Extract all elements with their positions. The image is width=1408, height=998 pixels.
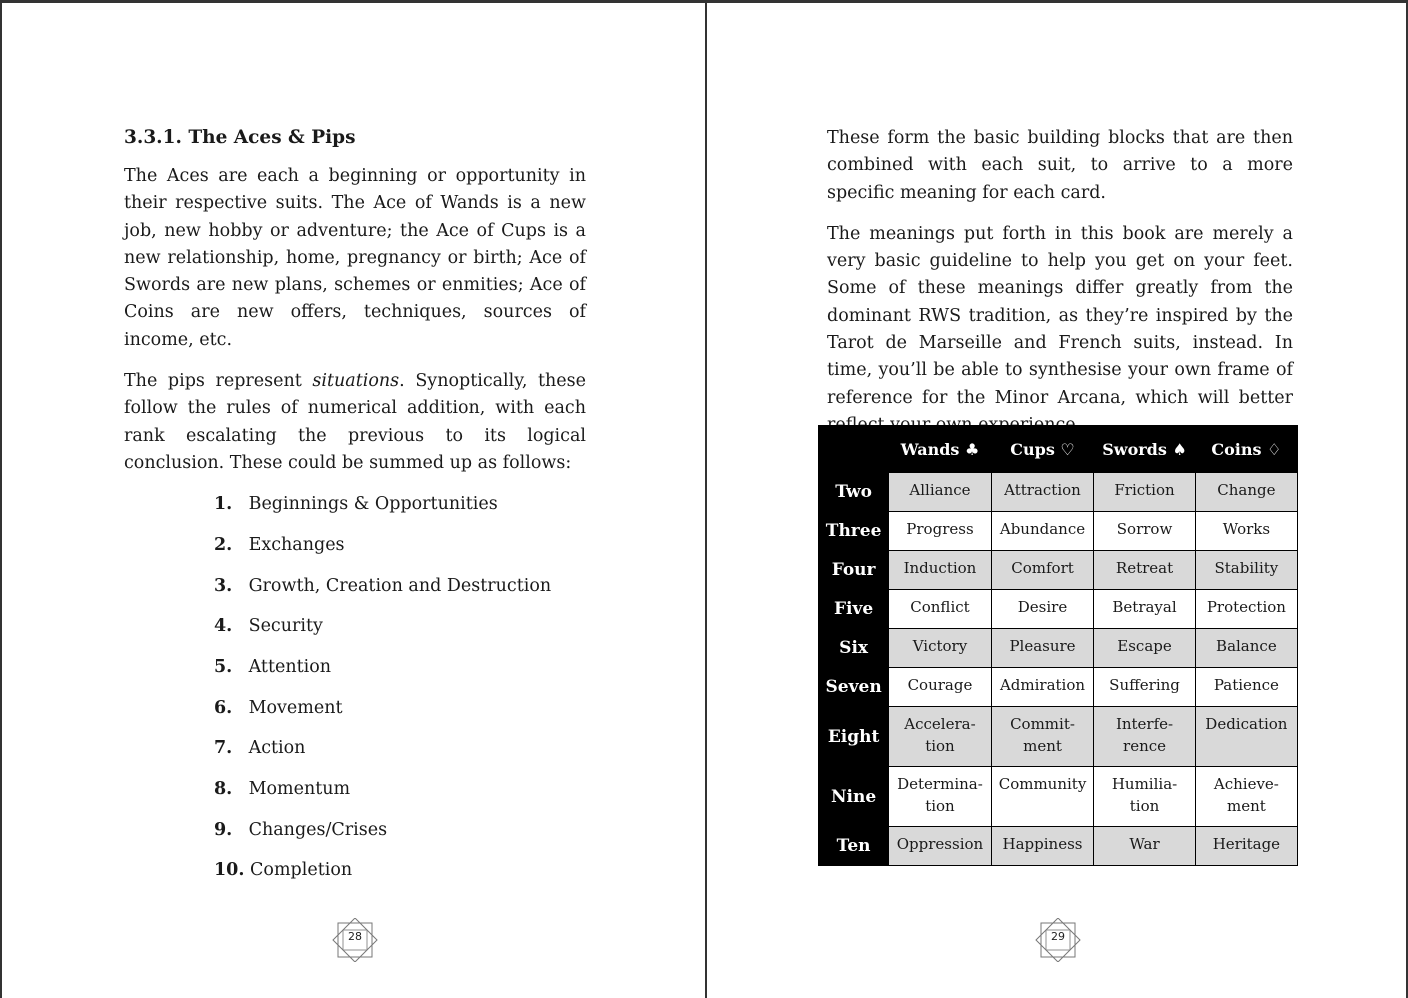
- table-corner-cell: [819, 426, 889, 473]
- row-header-rank: Eight: [819, 707, 889, 767]
- table-body: [819, 473, 1298, 866]
- table-cell: Heritage: [1195, 827, 1297, 866]
- row-header-rank: Seven: [819, 668, 889, 707]
- table-cell: Pleasure: [991, 629, 1094, 668]
- list-item-number: 1.: [214, 494, 233, 515]
- table-cell: Admiration: [991, 668, 1094, 707]
- list-item-text: Attention: [248, 657, 332, 678]
- table-cell: Patience: [1195, 668, 1297, 707]
- page-number-ornament: [329, 918, 381, 962]
- table-row: [819, 551, 1298, 590]
- table-cell: Works: [1195, 512, 1297, 551]
- left-text-column: [124, 125, 586, 898]
- table-cell: Sorrow: [1094, 512, 1195, 551]
- list-item: [214, 857, 586, 898]
- row-header-rank: Ten: [819, 827, 889, 866]
- page-number: 28: [348, 930, 362, 943]
- table-cell: Desire: [991, 590, 1094, 629]
- right-page: [705, 0, 1408, 998]
- list-item-number: 8.: [214, 779, 233, 800]
- table-cell: Friction: [1094, 473, 1195, 512]
- table-cell: Progress: [889, 512, 992, 551]
- list-item-text: Beginnings & Opportunities: [248, 494, 498, 515]
- list-item: [214, 491, 586, 532]
- suit-meanings-table: [818, 425, 1298, 866]
- table-row: [819, 629, 1298, 668]
- page-number: 29: [1051, 930, 1065, 943]
- list-item-number: 7.: [214, 738, 233, 759]
- list-item-text: Changes/Crises: [248, 819, 388, 840]
- table-row: [819, 827, 1298, 866]
- list-item-text: Action: [248, 738, 306, 759]
- row-header-rank: Three: [819, 512, 889, 551]
- table-cell: Betrayal: [1094, 590, 1195, 629]
- table-cell: Induction: [889, 551, 992, 590]
- page-number-ornament: [1032, 918, 1084, 962]
- table-cell: Humilia- tion: [1094, 767, 1195, 827]
- list-item-text: Growth, Creation and Destruction: [248, 575, 552, 596]
- table-cell: Interfe- rence: [1094, 707, 1195, 767]
- pips-paragraph: [124, 368, 586, 477]
- list-item: [214, 573, 586, 614]
- table-row: [819, 668, 1298, 707]
- right-text-column: [827, 125, 1293, 453]
- table-cell: Balance: [1195, 629, 1297, 668]
- column-header-cups: Cups ♡: [991, 426, 1094, 473]
- column-header-coins: Coins ♢: [1195, 426, 1297, 473]
- list-item-number: 5.: [214, 657, 233, 678]
- list-item-text: Exchanges: [248, 534, 345, 555]
- list-item-number: 9.: [214, 819, 233, 840]
- row-header-rank: Five: [819, 590, 889, 629]
- table-row: [819, 767, 1298, 827]
- row-header-rank: Nine: [819, 767, 889, 827]
- table-cell: War: [1094, 827, 1195, 866]
- table-cell: Change: [1195, 473, 1297, 512]
- aces-paragraph: The Aces are each a beginning or opportunity in their respective suits. The Ace of Wands is a new job, new hobby or adventure; the Ace of Cups is a new relationship, home, pregnancy or birth; Ace of Swords are new plans, schemes or enmities; Ace of Coins are new offers, techniques, sources of income, etc.: [124, 166, 586, 350]
- table-row: [819, 512, 1298, 551]
- section-heading: 3.3.1. The Aces & Pips: [124, 127, 356, 148]
- table-cell: Comfort: [991, 551, 1094, 590]
- list-item-number: 2.: [214, 534, 233, 555]
- list-item-text: Momentum: [248, 779, 351, 800]
- table-cell: Conflict: [889, 590, 992, 629]
- pips-paragraph-start: The pips represent: [124, 371, 313, 392]
- table-cell: Happiness: [991, 827, 1094, 866]
- column-header-wands: Wands ♣: [889, 426, 992, 473]
- list-item: [214, 735, 586, 776]
- table-cell: Escape: [1094, 629, 1195, 668]
- table-cell: Abundance: [991, 512, 1094, 551]
- table-cell: Retreat: [1094, 551, 1195, 590]
- row-header-rank: Four: [819, 551, 889, 590]
- list-item: [214, 613, 586, 654]
- table-cell: Suffering: [1094, 668, 1195, 707]
- table-cell: Alliance: [889, 473, 992, 512]
- row-header-rank: Two: [819, 473, 889, 512]
- list-item-text: Security: [248, 616, 323, 637]
- list-item: [214, 532, 586, 573]
- ranks-list: [124, 491, 586, 898]
- table-row: [819, 473, 1298, 512]
- building-blocks-paragraph: These form the basic building blocks that are then combined with each suit, to arrive to a more specific meaning for each card.: [827, 128, 1293, 203]
- list-item-text: Movement: [248, 697, 343, 718]
- table-cell: Courage: [889, 668, 992, 707]
- situations-emphasis: situations: [312, 371, 400, 392]
- meanings-paragraph: The meanings put forth in this book are merely a very basic guideline to help you get on your feet. Some of these meanings differ greatly from the dominant RWS tradition, as they’re inspired by the Tarot de Marseille and French suits, instead. In time, you’ll be able to synthesise your own frame of reference for the Minor Arcana, which will better: [827, 223, 1293, 408]
- column-header-swords: Swords ♠: [1094, 426, 1195, 473]
- list-item-text: Completion: [250, 860, 353, 881]
- row-header-rank: Six: [819, 629, 889, 668]
- pips-paragraph-end: . Synoptically, these follow the rules of numerical addition, with each rank escalating the previous to its logical conclusion. These could be summed up as follows:: [124, 371, 586, 473]
- table-cell: Victory: [889, 629, 992, 668]
- list-item: [214, 817, 586, 858]
- list-item-number: 10.: [214, 860, 245, 881]
- table-cell: Achieve- ment: [1195, 767, 1297, 827]
- table-cell: Protection: [1195, 590, 1297, 629]
- table-row: [819, 590, 1298, 629]
- table-cell: Dedication: [1195, 707, 1297, 767]
- list-item-number: 6.: [214, 697, 233, 718]
- table-cell: Community: [991, 767, 1094, 827]
- table-cell: Attraction: [991, 473, 1094, 512]
- table-row: [819, 707, 1298, 767]
- table-header-row: [819, 426, 1298, 473]
- table-cell: Stability: [1195, 551, 1297, 590]
- table-cell: Oppression: [889, 827, 992, 866]
- list-item: [214, 776, 586, 817]
- table-cell: Accelera- tion: [889, 707, 992, 767]
- table-cell: Determina- tion: [889, 767, 992, 827]
- list-item-number: 4.: [214, 616, 233, 637]
- list-item: [214, 654, 586, 695]
- table-cell: Commit- ment: [991, 707, 1094, 767]
- list-item: [214, 695, 586, 736]
- list-item-number: 3.: [214, 575, 233, 596]
